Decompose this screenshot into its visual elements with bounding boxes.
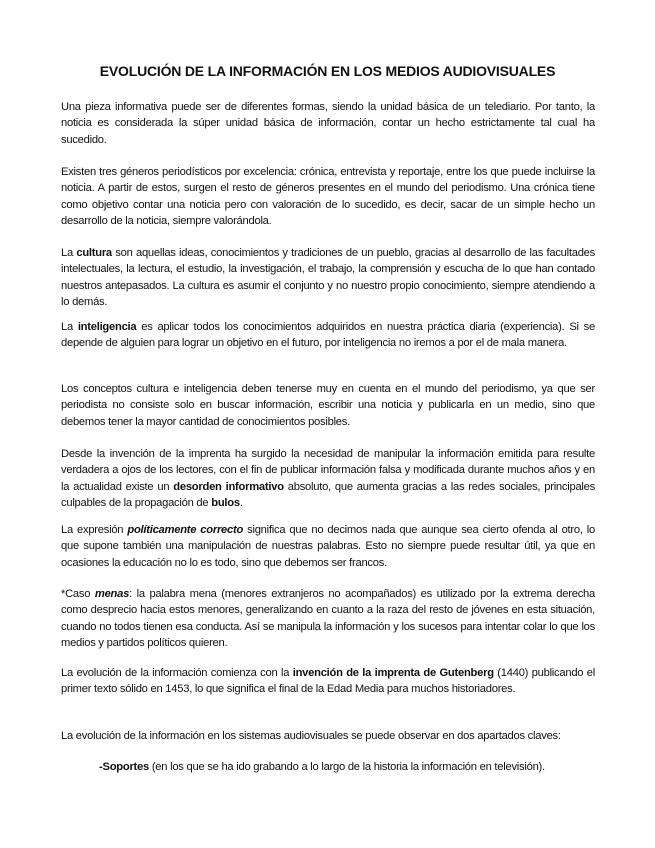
paragraph-caso-menas xyxy=(61,586,595,651)
paragraph-gutenberg xyxy=(61,665,595,698)
cultura-pre: La xyxy=(61,247,77,259)
menas-post: : la palabra mena (menores extranjeros no acompañados) es utilizado por la extrema derecha como desprecio hacia estos menores, generalizando en cuanto a la raza del resto de jóvenes en esta situación, cuando no todos tienen esa conducta. Así se manipula la información y los sucesos para intentar colar lo que los medios y partidos políticos quieren. xyxy=(61,588,595,649)
imprenta-end: . xyxy=(239,496,243,509)
term-politicamente-correcto: políticamente correcto xyxy=(127,524,244,536)
cultura-post: son aquellas ideas, conocimientos y tradiciones de un pueblo, gracias al desarrollo de las facultades intelectuales, la lectura, el estudio, la investigación, el trabajo, la comprensión y escucha de lo que han contado nuestros antepasados. La cultura es asumir el conjunto y no nuestro propio conocimiento, siempre atendiendo a lo demás. xyxy=(61,247,595,308)
imprenta-mid: absoluto, que aumenta gracias a las redes sociales, principales culpables de la propagación de xyxy=(61,480,595,509)
politica-post: significa que no decimos nada que aunque sea cierto ofenda al otro, lo que supone también una manipulación de nuestras palabras. Esto no siempre puede resultar útil, ya que en ocasiones la educación no lo es todo, sino que debemos ser francos. xyxy=(61,524,595,569)
paragraph-cultura xyxy=(61,245,595,310)
politica-pre: La expresión xyxy=(61,524,128,536)
list-item-soportes xyxy=(61,759,595,775)
term-bulos: bulos xyxy=(211,496,240,509)
menas-pre: *Caso xyxy=(61,588,95,600)
paragraph-imprenta xyxy=(61,446,595,511)
paragraph-sistemas-audiovisuales: La evolución de la información en los sistemas audiovisuales se puede observar en dos apartados claves: xyxy=(61,730,561,742)
page-title: EVOLUCIÓN DE LA INFORMACIÓN EN LOS MEDIOS AUDIOVISUALES xyxy=(99,63,556,79)
gutenberg-pre: La evolución de la información comienza con la xyxy=(61,667,293,679)
paragraph-inteligencia xyxy=(61,319,595,352)
gutenberg-post: (1440) publicando el primer texto sólido en 1453, lo que significa el final de la Edad Media para muchos historiadores. xyxy=(61,667,595,696)
paragraph-telediario: Una pieza informativa puede ser de diferentes formas, siendo la unidad básica de un telediario. Por tanto, la noticia es considerada la súper unidad básica de información, contar un hecho estrictamente tal cual ha sucedido. xyxy=(61,101,595,146)
paragraph-generos: Existen tres géneros periodísticos por excelencia: crónica, entrevista y reportaje, entre los que puede incluirse la noticia. A partir de estos, surgen el resto de géneros presentes en el mundo del periodismo. Una crónica tiene como objetivo contar una noticia pero con valoración de lo sucedido, es decir, sacar de un simple hecho un desarrollo de la noticia, siempre valorándola. xyxy=(61,166,595,227)
soportes-post: (en los que se ha ido grabando a lo largo de la historia la información en televisión). xyxy=(148,761,545,773)
term-desorden-informativo: desorden informativo xyxy=(173,480,284,493)
term-inteligencia: inteligencia xyxy=(77,321,137,333)
term-cultura: cultura xyxy=(76,247,112,259)
paragraph-conceptos: Los conceptos cultura e inteligencia deben tenerse muy en cuenta en el mundo del periodismo, ya que ser periodista no consiste solo en buscar información, escribir una noticia y publicarla en un medio, sino que debemos tener la mayor cantidad de conocimientos posibles. xyxy=(61,383,595,428)
inteligencia-post: es aplicar todos los conocimientos adquiridos en nuestra práctica diaria (experiencia). Si se depende de alguien para lograr un objetivo en el futuro, por inteligencia no iremos a por el de mala manera. xyxy=(61,321,595,350)
paragraph-politicamente-correcto xyxy=(61,522,595,571)
inteligencia-pre: La xyxy=(61,321,78,333)
term-soportes: -Soportes xyxy=(99,761,149,773)
term-imprenta-gutenberg: invención de la imprenta de Gutenberg xyxy=(292,667,494,679)
imprenta-pre: Desde la invención de la imprenta ha surgido la necesidad de manipular la información emitida para resulte verdadera a ojos de los lectores, con el fin de publicar información falsa y modificada durante muchos años y en la actualidad existe un xyxy=(61,448,595,493)
term-menas: menas xyxy=(94,588,130,600)
